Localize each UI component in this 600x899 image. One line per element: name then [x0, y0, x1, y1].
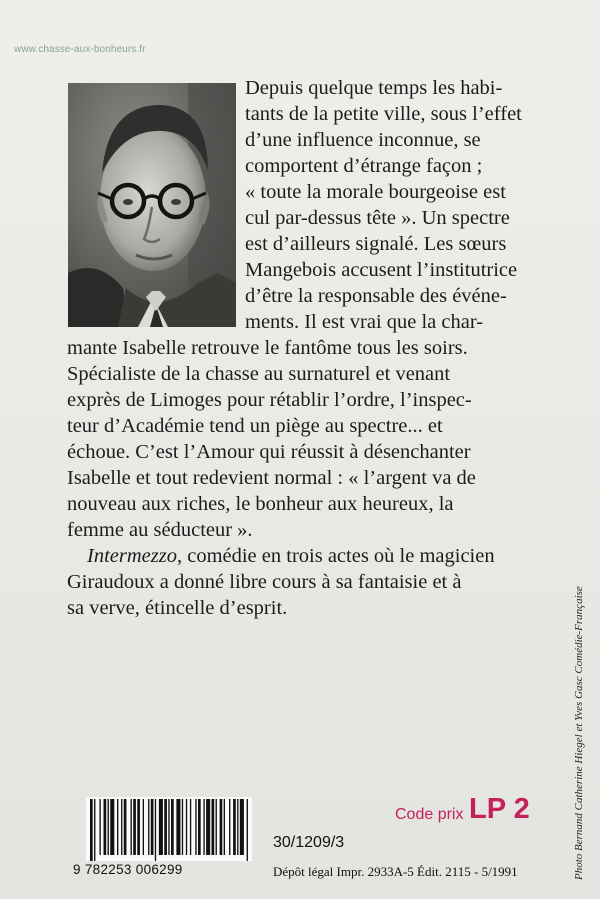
blurb-line: ments. Il est vrai que la char- [245, 311, 484, 333]
blurb-line: Spécialiste de la chasse au surnaturel et venant [67, 363, 451, 385]
barcode-bar [137, 799, 140, 855]
blurb-line: comportent d’étrange façon ; [245, 155, 483, 177]
barcode-bar [108, 799, 109, 855]
barcode-bar [131, 799, 132, 855]
blurb-line: d’une influence inconnue, se [245, 129, 481, 151]
blurb-line: teur d’Académie tend un piège au spectre... et [67, 415, 443, 437]
blurb-line: est d’ailleurs signalé. Les sœurs [245, 233, 507, 255]
barcode-bar [155, 799, 156, 861]
play-title: Intermezzo [87, 545, 177, 567]
blurb-line: cul par-dessus tête ». Un spectre [245, 207, 510, 229]
barcode-bar [171, 799, 174, 855]
blurb-line: d’être la responsable des événe- [245, 285, 507, 307]
barcode-digits: 9 782253 006299 [73, 862, 183, 877]
barcode-bar [206, 799, 210, 855]
barcode-bar [99, 799, 100, 855]
barcode-bar [121, 799, 122, 855]
reference-number: 30/1209/3 [273, 834, 345, 851]
barcode-bars [86, 797, 252, 861]
blurb-line: tants de la petite ville, sous l’effet [245, 103, 522, 125]
code-prix-label: Code prix [395, 806, 464, 823]
barcode-bar [143, 799, 144, 855]
barcode-bar [240, 799, 244, 855]
barcode-bar [220, 799, 223, 855]
barcode-bar [233, 799, 236, 855]
photo-credit: Photo Bernand Catherine Hiegel et Yves Gasc Comédie-Française [573, 586, 585, 880]
barcode-bar [195, 799, 196, 855]
blurb-line: nouveau aux riches, le bonheur aux heureux, la [67, 493, 454, 515]
blurb-line: « toute la morale bourgeoise est [245, 181, 506, 203]
blurb-line: échoue. C’est l’Amour qui réussit à désenchanter [67, 441, 471, 463]
barcode-bar [151, 799, 154, 855]
barcode-bar [229, 799, 230, 855]
barcode-bar [198, 799, 201, 855]
blurb-line: Mangebois accusent l’institutrice [245, 259, 518, 281]
barcode [86, 797, 252, 861]
blurb-line: Isabelle et tout redevient normal : « l’argent va de [67, 467, 476, 489]
barcode-bar [216, 799, 217, 855]
barcode-bar [104, 799, 107, 855]
second-paragraph-line: Intermezzo, comédie en trois actes où le magicien [87, 545, 495, 567]
barcode-bar [190, 799, 191, 855]
second-paragraph-line: sa verve, étincelle d’esprit. [67, 597, 288, 619]
barcode-bar [124, 799, 127, 855]
barcode-bar [159, 799, 163, 855]
barcode-bar [133, 799, 136, 855]
watermark-url: www.chasse-aux-bonheurs.fr [14, 44, 146, 55]
barcode-bar [203, 799, 204, 855]
barcode-bar [164, 799, 167, 855]
barcode-bar [182, 799, 183, 855]
barcode-bar [94, 799, 95, 861]
code-prix-value: LP 2 [469, 793, 530, 825]
barcode-bar [212, 799, 215, 855]
barcode-bar [148, 799, 149, 855]
barcode-bar [237, 799, 238, 855]
barcode-bar [168, 799, 169, 855]
barcode-bar [247, 799, 248, 861]
barcode-bar [110, 799, 114, 855]
barcode-bar [117, 799, 118, 855]
depot-legal: Dépôt légal Impr. 2933A-5 Édit. 2115 - 5/1991 [273, 864, 518, 879]
blurb-line: Depuis quelque temps les habi- [245, 77, 503, 99]
barcode-bar [224, 799, 225, 855]
blurb-line: femme au séducteur ». [67, 519, 253, 541]
barcode-bar [176, 799, 180, 855]
barcode-bar [90, 799, 93, 861]
blurb-line: exprès de Limoges pour rétablir l’ordre, l’inspec- [67, 389, 472, 411]
second-paragraph-line: Giraudoux a donné libre cours à sa fantaisie et à [67, 571, 462, 593]
blurb-line: mante Isabelle retrouve le fantôme tous les soirs. [67, 337, 468, 359]
barcode-bar [186, 799, 187, 855]
